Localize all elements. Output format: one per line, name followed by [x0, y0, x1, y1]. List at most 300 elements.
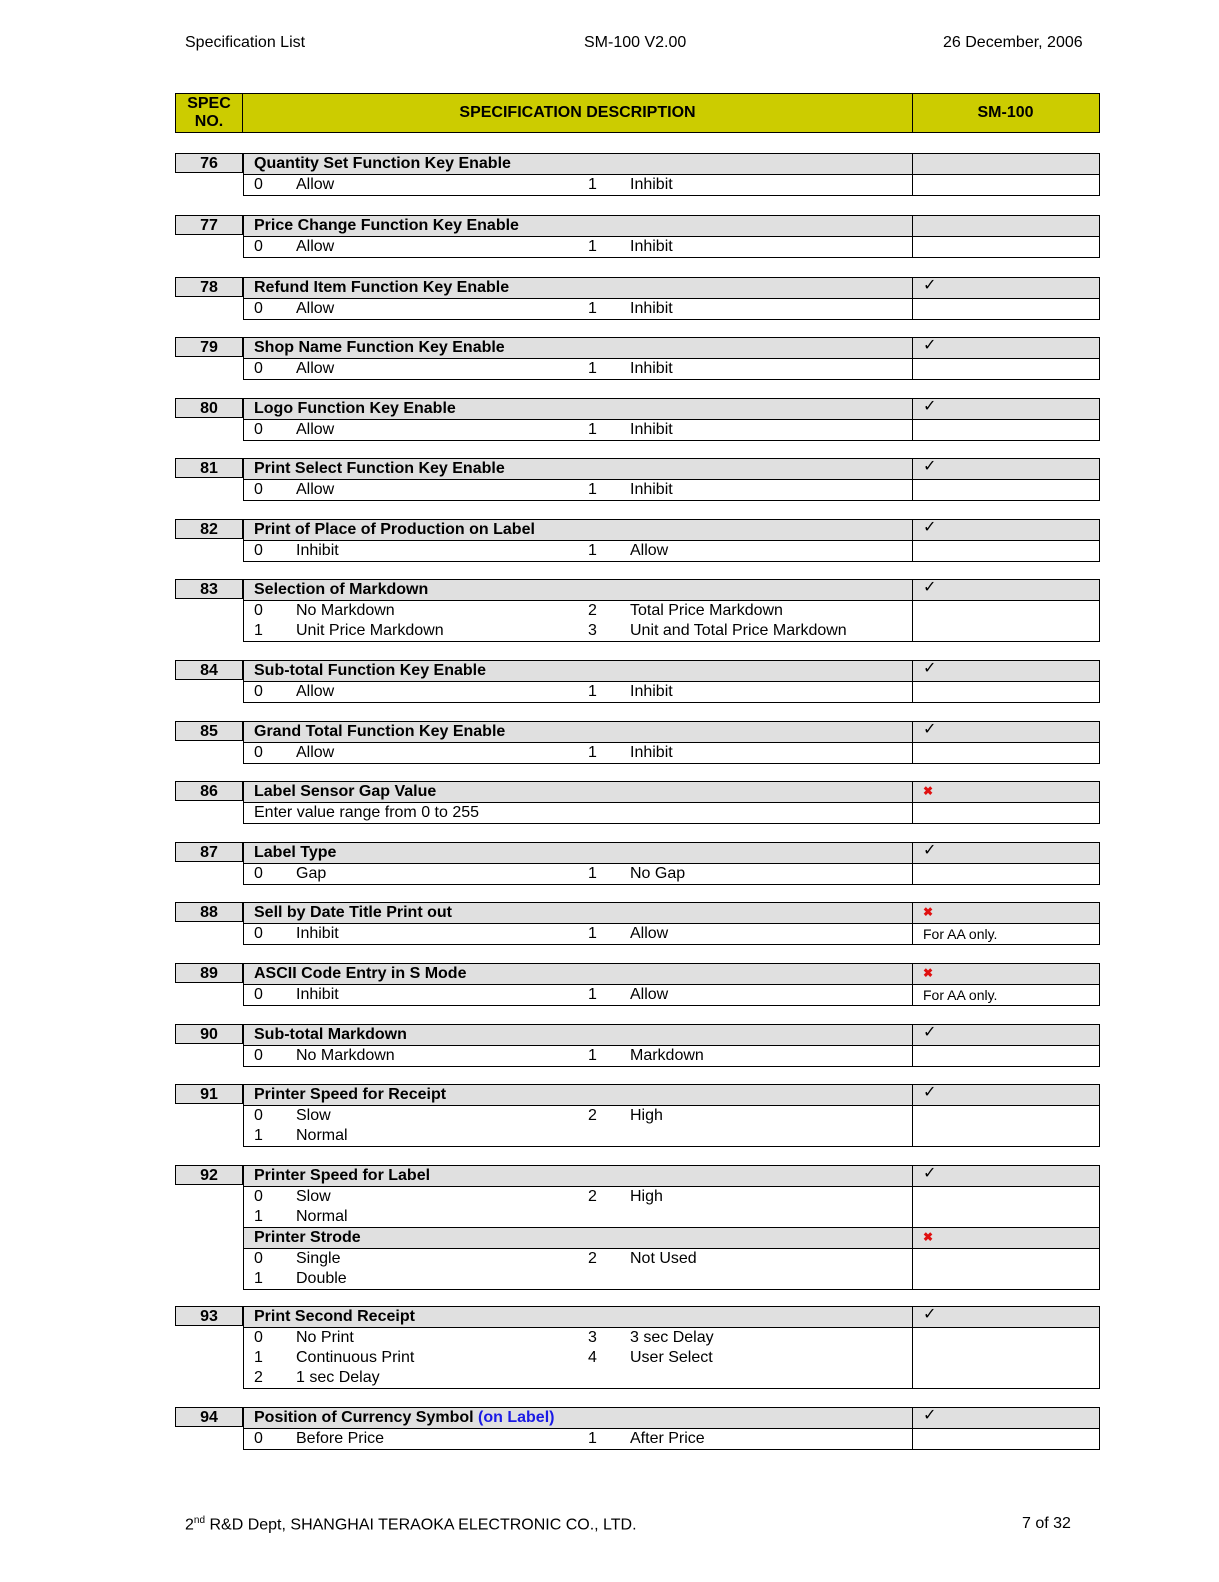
spec-title-text: Print of Place of Production on Label: [254, 521, 535, 538]
spec-title: [254, 216, 519, 236]
spec-number: 81: [175, 458, 243, 478]
support-note-cell: [913, 480, 1099, 500]
option-text: Enter value range from 0 to 255: [254, 804, 480, 821]
spec-title-row: [244, 782, 1099, 802]
spec-title-cell: [244, 1025, 913, 1045]
spec-title-text: Grand Total Function Key Enable: [254, 723, 506, 740]
spec-grid: [243, 1024, 1100, 1067]
option-code: 0: [254, 1430, 263, 1447]
check-icon: ✓: [923, 1165, 937, 1182]
support-cell: [913, 661, 1099, 681]
spec-title-cell: [244, 1228, 913, 1248]
spec-grid: [243, 337, 1100, 380]
option-label: Allow: [296, 300, 335, 317]
option-row: [244, 1327, 1099, 1348]
option-code: 1: [588, 986, 597, 1003]
option-code: 0: [254, 1047, 263, 1064]
spec-title-row: [244, 964, 1099, 984]
option-row: [244, 236, 1099, 257]
option-label: Normal: [296, 1127, 348, 1144]
spec-title-text: Position of Currency Symbol: [254, 1409, 479, 1426]
check-icon: ✓: [923, 337, 937, 354]
support-cell: [913, 520, 1099, 540]
spec-grid: [243, 781, 1100, 824]
option-code: 0: [254, 360, 263, 377]
option-code: 1: [588, 238, 597, 255]
option-label: Inhibit: [630, 683, 673, 700]
spec-grid: [243, 963, 1100, 1006]
option-code: 1: [588, 360, 597, 377]
spec-title-cell: [244, 1085, 913, 1105]
support-note: For AA only.: [923, 926, 998, 942]
option-code: 0: [254, 683, 263, 700]
support-note-cell: [913, 1429, 1099, 1449]
option-code: 1: [588, 683, 597, 700]
spec-title-row: [244, 1025, 1099, 1045]
option-code: 0: [254, 744, 263, 761]
option-row: [244, 540, 1099, 561]
spec-grid: [243, 1084, 1100, 1147]
support-note-cell: [913, 1269, 1099, 1289]
cross-icon: ✖: [923, 784, 934, 798]
support-cell: [913, 278, 1099, 298]
spec-title-text: ASCII Code Entry in S Mode: [254, 965, 467, 982]
option-code: 0: [254, 481, 263, 498]
spec-title-cell: [244, 154, 913, 174]
option-label: 3 sec Delay: [630, 1329, 714, 1346]
option-label: Double: [296, 1270, 347, 1287]
support-cell: [913, 216, 1099, 236]
spec-title-cell: [244, 782, 913, 802]
option-code: 0: [254, 1250, 263, 1267]
support-note-cell: [913, 601, 1099, 621]
spec-number: 76: [175, 153, 243, 173]
spec-number: 78: [175, 277, 243, 297]
spec-title-text: Printer Speed for Label: [254, 1167, 431, 1184]
spec-title-row: [244, 216, 1099, 236]
option-code: 0: [254, 986, 263, 1003]
option-label: Inhibit: [630, 744, 673, 761]
spec-number: 80: [175, 398, 243, 418]
spec-title: [254, 520, 535, 540]
option-code: 0: [254, 1329, 263, 1346]
check-icon: ✓: [923, 842, 937, 859]
spec-number: 93: [175, 1306, 243, 1326]
spec-title-text: Selection of Markdown: [254, 581, 429, 598]
option-code: 1: [588, 1430, 597, 1447]
spec-title: [254, 1166, 430, 1186]
support-note-cell: [913, 985, 1099, 1005]
option-cell: [244, 1429, 913, 1449]
support-cell: [913, 1307, 1099, 1327]
support-note-cell: [913, 803, 1099, 823]
spec-grid: [243, 215, 1100, 258]
option-code: 2: [588, 602, 597, 619]
option-label: After Price: [630, 1430, 705, 1447]
support-note-cell: [913, 924, 1099, 944]
spec-title-text: Sub-total Markdown: [254, 1026, 407, 1043]
spec-title-row: [244, 1166, 1099, 1186]
spec-grid: [243, 1306, 1100, 1389]
support-cell: [913, 399, 1099, 419]
support-cell: [913, 782, 1099, 802]
spec-title: [254, 903, 452, 923]
option-cell: [244, 541, 913, 561]
support-note-cell: [913, 1368, 1099, 1388]
support-note-cell: [913, 175, 1099, 195]
spec-title-row: [244, 661, 1099, 681]
header-center: SM-100 V2.00: [584, 34, 687, 51]
support-note-cell: [913, 237, 1099, 257]
check-icon: ✓: [923, 1084, 937, 1101]
support-cell: [913, 338, 1099, 358]
spec-title-extra: (on Label): [478, 1409, 555, 1426]
spec-title-cell: [244, 520, 913, 540]
spec-title-row: [244, 722, 1099, 742]
option-label: Allow: [630, 986, 669, 1003]
support-cell: [913, 1085, 1099, 1105]
spec-title: [254, 154, 511, 174]
check-icon: ✓: [923, 277, 937, 294]
option-label: Inhibit: [630, 176, 673, 193]
support-note-cell: [913, 1126, 1099, 1146]
option-cell: [244, 924, 913, 944]
option-row: [244, 1105, 1099, 1126]
check-icon: ✓: [923, 579, 937, 596]
option-cell: [244, 1328, 913, 1348]
option-label: Inhibit: [630, 481, 673, 498]
spec-grid: [243, 1165, 1100, 1290]
option-cell: [244, 420, 913, 440]
spec-grid: [243, 842, 1100, 885]
spec-title-cell: [244, 399, 913, 419]
spec-number: 85: [175, 721, 243, 741]
option-cell: [244, 1269, 913, 1289]
spec-number: 92: [175, 1165, 243, 1185]
check-icon: ✓: [923, 1407, 937, 1424]
spec-title-text: Shop Name Function Key Enable: [254, 339, 505, 356]
support-cell: [913, 722, 1099, 742]
option-row: [244, 600, 1099, 621]
option-code: 1: [588, 481, 597, 498]
option-code: 1: [588, 744, 597, 761]
option-code: 0: [254, 1107, 263, 1124]
header-left: Specification List: [185, 34, 306, 51]
spec-title: [254, 1408, 554, 1428]
option-label: Allow: [296, 421, 335, 438]
option-label: Slow: [296, 1188, 331, 1205]
spec-number: 84: [175, 660, 243, 680]
spec-title-row: [244, 1227, 1099, 1248]
option-label: No Markdown: [296, 1047, 395, 1064]
spec-title-text: Print Second Receipt: [254, 1308, 415, 1325]
option-label: Inhibit: [630, 360, 673, 377]
option-cell: [244, 682, 913, 702]
option-label: Allow: [296, 481, 335, 498]
option-label: Inhibit: [296, 925, 339, 942]
spec-title-cell: [244, 722, 913, 742]
spec-grid: [243, 398, 1100, 441]
option-label: No Markdown: [296, 602, 395, 619]
spec-title-text: Refund Item Function Key Enable: [254, 279, 510, 296]
support-note-cell: [913, 1348, 1099, 1368]
option-row: [244, 358, 1099, 379]
spec-title-cell: [244, 843, 913, 863]
option-label: Continuous Print: [296, 1349, 415, 1366]
option-cell: [244, 1106, 913, 1126]
option-label: High: [630, 1188, 663, 1205]
option-cell: [244, 803, 913, 823]
support-note-cell: [913, 864, 1099, 884]
option-code: 1: [254, 1208, 263, 1225]
spec-title: [254, 459, 505, 479]
option-cell: [244, 743, 913, 763]
support-note-cell: [913, 420, 1099, 440]
spec-grid: [243, 153, 1100, 196]
option-code: 0: [254, 602, 263, 619]
support-cell: [913, 964, 1099, 984]
option-code: 0: [254, 300, 263, 317]
spec-title-text: Label Type: [254, 844, 337, 861]
option-code: 0: [254, 865, 263, 882]
spec-title-cell: [244, 1408, 913, 1428]
support-cell: [913, 580, 1099, 600]
option-row: [244, 681, 1099, 702]
footer-left: 2nd R&D Dept, SHANGHAI TERAOKA ELECTRONIC CO., LTD.: [185, 1515, 637, 1534]
spec-grid: [243, 902, 1100, 945]
table-header: [175, 93, 1100, 133]
support-cell: [913, 1408, 1099, 1428]
option-cell: [244, 1046, 913, 1066]
option-label: Inhibit: [296, 986, 339, 1003]
spec-title-row: [244, 903, 1099, 923]
spec-grid: [243, 519, 1100, 562]
option-label: Gap: [296, 865, 327, 882]
option-label: Normal: [296, 1208, 348, 1225]
option-cell: [244, 359, 913, 379]
option-label: Allow: [296, 238, 335, 255]
support-note-cell: [913, 1207, 1099, 1227]
option-label: High: [630, 1107, 663, 1124]
support-note-cell: [913, 1106, 1099, 1126]
option-label: Slow: [296, 1107, 331, 1124]
spec-title-text: Sub-total Function Key Enable: [254, 662, 487, 679]
spec-title-row: [244, 459, 1099, 479]
option-code: 4: [588, 1349, 597, 1366]
support-note-cell: [913, 682, 1099, 702]
option-code: 0: [254, 176, 263, 193]
spec-no-header: SPEC NO.: [176, 94, 243, 132]
support-cell: [913, 1228, 1099, 1248]
spec-number: 82: [175, 519, 243, 539]
spec-title-cell: [244, 216, 913, 236]
option-code: 1: [588, 865, 597, 882]
spec-title-row: [244, 154, 1099, 174]
option-label: Not Used: [630, 1250, 697, 1267]
option-row: [244, 479, 1099, 500]
option-label: Allow: [296, 744, 335, 761]
spec-number: 87: [175, 842, 243, 862]
option-cell: [244, 1368, 913, 1388]
check-icon: ✓: [923, 1024, 937, 1041]
option-label: Allow: [296, 176, 335, 193]
option-code: 2: [588, 1250, 597, 1267]
spec-title: [254, 722, 505, 742]
spec-title-cell: [244, 903, 913, 923]
spec-title-row: [244, 278, 1099, 298]
option-row: [244, 1269, 1099, 1289]
option-row: [244, 1348, 1099, 1368]
support-note-cell: [913, 1046, 1099, 1066]
option-cell: [244, 1249, 913, 1269]
option-cell: [244, 175, 913, 195]
spec-title: [254, 338, 505, 358]
support-cell: [913, 154, 1099, 174]
spec-title-row: [244, 1307, 1099, 1327]
option-code: 1: [254, 1349, 263, 1366]
spec-title-cell: [244, 964, 913, 984]
option-row: [244, 1126, 1099, 1146]
spec-title-cell: [244, 580, 913, 600]
option-label: User Select: [630, 1349, 713, 1366]
option-row: [244, 1428, 1099, 1449]
option-row: [244, 863, 1099, 884]
cross-icon: ✖: [923, 905, 934, 919]
support-cell: [913, 1166, 1099, 1186]
option-label: No Print: [296, 1329, 354, 1346]
support-note-cell: [913, 743, 1099, 763]
option-label: Inhibit: [630, 421, 673, 438]
support-note: For AA only.: [923, 987, 998, 1003]
spec-title: [254, 580, 428, 600]
option-code: 0: [254, 925, 263, 942]
cross-icon: ✖: [923, 966, 934, 980]
option-cell: [244, 985, 913, 1005]
footer-right: 7 of 32: [1022, 1515, 1071, 1532]
option-code: 1: [254, 1127, 263, 1144]
option-label: Allow: [630, 925, 669, 942]
option-label: Markdown: [630, 1047, 704, 1064]
model-header: SM-100: [977, 104, 1034, 121]
option-row: [244, 174, 1099, 195]
support-cell: [913, 903, 1099, 923]
option-label: Single: [296, 1250, 341, 1267]
spec-title-text: Label Sensor Gap Value: [254, 783, 437, 800]
spec-title-row: [244, 843, 1099, 863]
option-label: Unit and Total Price Markdown: [630, 622, 847, 639]
spec-title-row: [244, 1408, 1099, 1428]
check-icon: ✓: [923, 721, 937, 738]
spec-title: [254, 661, 486, 681]
spec-grid: [243, 660, 1100, 703]
option-code: 0: [254, 421, 263, 438]
spec-grid: [243, 277, 1100, 320]
option-code: 2: [588, 1107, 597, 1124]
spec-grid: [243, 1407, 1100, 1450]
support-cell: [913, 843, 1099, 863]
option-label: Total Price Markdown: [630, 602, 783, 619]
spec-title-cell: [244, 459, 913, 479]
option-cell: [244, 1348, 913, 1368]
support-note-cell: [913, 621, 1099, 641]
option-cell: [244, 299, 913, 319]
spec-title-text: Quantity Set Function Key Enable: [254, 155, 511, 172]
spec-title-cell: [244, 338, 913, 358]
option-code: 1: [254, 1270, 263, 1287]
option-code: 2: [588, 1188, 597, 1205]
spec-number: 91: [175, 1084, 243, 1104]
description-header: SPECIFICATION DESCRIPTION: [243, 94, 913, 132]
spec-title: [254, 782, 436, 802]
option-code: 1: [588, 300, 597, 317]
option-code: 3: [588, 622, 597, 639]
support-note-cell: [913, 299, 1099, 319]
spec-title-row: [244, 580, 1099, 600]
support-note-cell: [913, 1187, 1099, 1207]
check-icon: ✓: [923, 519, 937, 536]
option-row: [244, 742, 1099, 763]
check-icon: ✓: [923, 458, 937, 475]
option-row: [244, 1186, 1099, 1207]
option-row: [244, 621, 1099, 641]
option-code: 0: [254, 1188, 263, 1205]
option-code: 1: [588, 421, 597, 438]
check-icon: ✓: [923, 398, 937, 415]
option-label: Inhibit: [630, 300, 673, 317]
spec-title-text: Print Select Function Key Enable: [254, 460, 505, 477]
spec-title-text: Price Change Function Key Enable: [254, 217, 519, 234]
spec-number: 77: [175, 215, 243, 235]
spec-title-row: [244, 399, 1099, 419]
option-label: Allow: [296, 360, 335, 377]
spec-number: 94: [175, 1407, 243, 1427]
option-code: 0: [254, 542, 263, 559]
spec-title: [254, 278, 509, 298]
option-row: [244, 1207, 1099, 1227]
spec-title-cell: [244, 1166, 913, 1186]
spec-title-cell: [244, 278, 913, 298]
option-cell: [244, 864, 913, 884]
spec-grid: [243, 721, 1100, 764]
spec-number: 90: [175, 1024, 243, 1044]
spec-title: [254, 1307, 415, 1327]
option-row: [244, 419, 1099, 440]
option-cell: [244, 621, 913, 641]
option-code: 2: [254, 1369, 263, 1386]
option-label: Unit Price Markdown: [296, 622, 444, 639]
spec-grid: [243, 579, 1100, 642]
spec-number: 79: [175, 337, 243, 357]
option-code: 1: [588, 176, 597, 193]
spec-title-row: [244, 1085, 1099, 1105]
spec-title-text: Printer Strode: [254, 1229, 361, 1246]
support-note-cell: [913, 541, 1099, 561]
spec-grid: [243, 458, 1100, 501]
option-cell: [244, 480, 913, 500]
support-cell: [913, 1025, 1099, 1045]
support-note-cell: [913, 359, 1099, 379]
option-cell: [244, 601, 913, 621]
support-cell: [913, 459, 1099, 479]
check-icon: ✓: [923, 1306, 937, 1323]
spec-title-cell: [244, 661, 913, 681]
option-label: No Gap: [630, 865, 686, 882]
support-note-cell: [913, 1328, 1099, 1348]
option-code: 1: [588, 1047, 597, 1064]
cross-icon: ✖: [923, 1230, 934, 1244]
option-code: 3: [588, 1329, 597, 1346]
option-row: [244, 1045, 1099, 1066]
